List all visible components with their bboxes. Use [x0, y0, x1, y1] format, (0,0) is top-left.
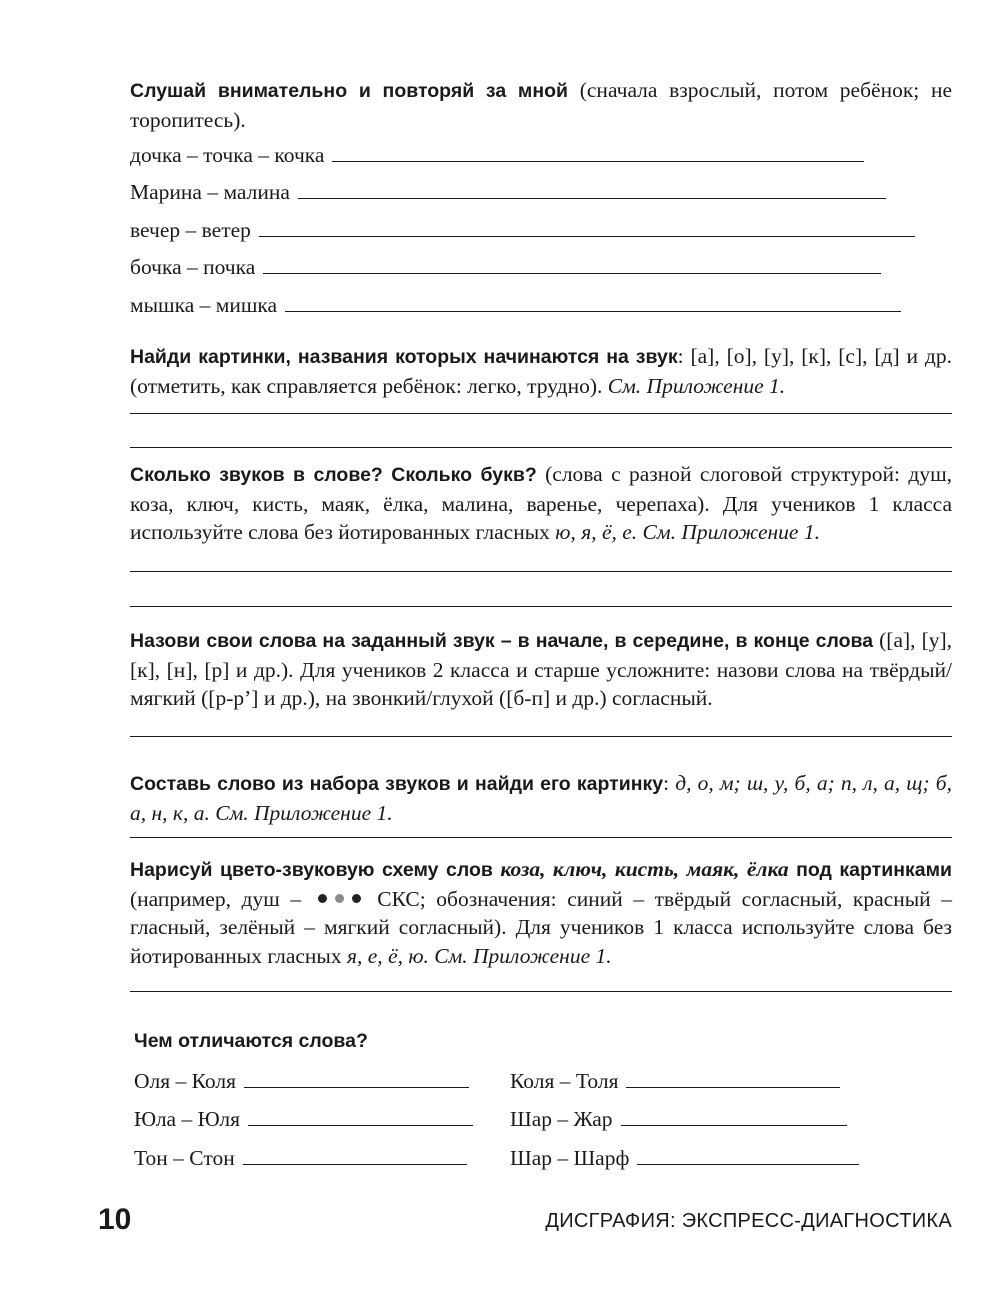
word-pair-row [510, 1104, 847, 1132]
word-pair-text: Коля – Толя [510, 1069, 619, 1093]
draw-instruction [130, 855, 952, 970]
word-pair-row [130, 290, 901, 318]
word-pair-row [134, 1104, 473, 1132]
running-footer-title: ДИСГРАФИЯ: ЭКСПРЕСС-ДИАГНОСТИКА [545, 1210, 952, 1232]
word-pair-text: дочка – точка – кочка [130, 143, 325, 167]
word-pair-text: мышка – мишка [130, 293, 278, 317]
answer-line[interactable] [285, 311, 901, 312]
page-number: 10 [98, 1203, 132, 1236]
answer-line[interactable] [130, 571, 952, 572]
name-words-instruction [130, 626, 952, 713]
vowel-dot [335, 894, 344, 903]
answer-line[interactable] [621, 1125, 847, 1126]
answer-line[interactable] [130, 736, 952, 737]
answer-line[interactable] [626, 1087, 840, 1088]
differ-title: Чем отличаются слова? [134, 1030, 368, 1052]
word-pair-row [510, 1066, 840, 1094]
compose-ref: д, о, м; ш, у, б, а; п, л, а, щ; б, а, н, к, а. См. Приложение 1. [130, 771, 952, 825]
listen-rest: (сначала взрослый, потом ребёнок; не торопитесь). [130, 78, 952, 132]
word-pair-text: Юла – Юля [134, 1107, 241, 1131]
compose-instruction [130, 769, 952, 827]
pictures-ref: См. Приложение 1. [607, 373, 786, 398]
consonant-dot [318, 894, 327, 903]
count-rest: (слова с разной слоговой структурой: душ, коза, ключ, кисть, маяк, ёлка, малина, варенье, черепаха). Для учеников 1 класса используйте слова без йотированных гласных [130, 462, 952, 544]
answer-line[interactable] [130, 837, 952, 838]
draw-lead: Нарисуй цвето-звуковую схему слов [130, 859, 501, 881]
word-pair-row [510, 1143, 859, 1171]
word-pair-text: вечер – ветер [130, 218, 251, 242]
pictures-rest: : [а], [о], [у], [к], [с], [д] и др. (отметить, как справляется ребёнок: легко, трудно). [130, 344, 952, 398]
compose-lead: Составь слово из набора звуков и найди его картинку [130, 773, 664, 795]
word-pair-row [130, 252, 881, 280]
compose-rest: : [663, 771, 676, 795]
word-pair-row [134, 1143, 467, 1171]
name-words-rest: ([а], [у], [к], [н], [р] и др.). Для учеников 2 класса и старше усложните: назови слова на твёрдый/мягкий ([р-р’] и др.), на звонкий/глухой ([б-п] и др.) согласный. [130, 628, 953, 710]
answer-line[interactable] [259, 236, 915, 237]
word-pair-text: бочка – почка [130, 255, 256, 279]
draw-ref: я, е, ё, ю. См. Приложение 1. [346, 943, 612, 968]
answer-line[interactable] [130, 991, 952, 992]
word-pair-text: Шар – Шарф [510, 1146, 630, 1170]
count-lead: Сколько звуков в слове? Сколько букв? [130, 464, 537, 486]
count-instruction [130, 460, 952, 547]
draw-words: коза, ключ, кисть, маяк, ёлка [500, 857, 789, 881]
answer-line[interactable] [298, 198, 886, 199]
draw-lead2: под картинками [788, 859, 952, 881]
listen-lead: Слушай внимательно и повторяй за мной [130, 80, 569, 102]
sound-scheme-dots [318, 894, 361, 903]
answer-line[interactable] [130, 413, 952, 414]
word-pair-text: Марина – малина [130, 180, 290, 204]
word-pair-row [134, 1066, 469, 1094]
word-pair-text: Шар – Жар [510, 1107, 613, 1131]
word-pair-text: Тон – Стон [134, 1146, 235, 1170]
word-pair-row [130, 215, 915, 243]
name-words-lead: Назови свои слова на заданный звук – в начале, в середине, в конце слова [130, 630, 874, 652]
answer-line[interactable] [243, 1164, 467, 1165]
count-ref: ю, я, ё, е. См. Приложение 1. [555, 520, 820, 544]
word-pair-row [130, 140, 864, 168]
listen-instruction [130, 76, 952, 134]
consonant-dot [352, 894, 361, 903]
answer-line[interactable] [637, 1164, 859, 1165]
word-pair-text: Оля – Коля [134, 1069, 236, 1093]
answer-line[interactable] [244, 1087, 469, 1088]
answer-line[interactable] [130, 606, 952, 607]
answer-line[interactable] [130, 447, 952, 448]
pictures-instruction [130, 342, 952, 400]
draw-rest-a: (например, душ – [130, 886, 312, 911]
draw-rest-b: СКС; обозначения: синий – твёрдый согласный, красный – гласный, зелёный – мягкий согласный). Для учеников 1 класса используйте слова без йотированных гласных [130, 886, 952, 968]
pictures-lead: Найди картинки, названия которых начинаются на звук [130, 346, 678, 368]
answer-line[interactable] [248, 1125, 473, 1126]
answer-line[interactable] [332, 161, 864, 162]
word-pair-row [130, 177, 886, 205]
answer-line[interactable] [263, 273, 881, 274]
